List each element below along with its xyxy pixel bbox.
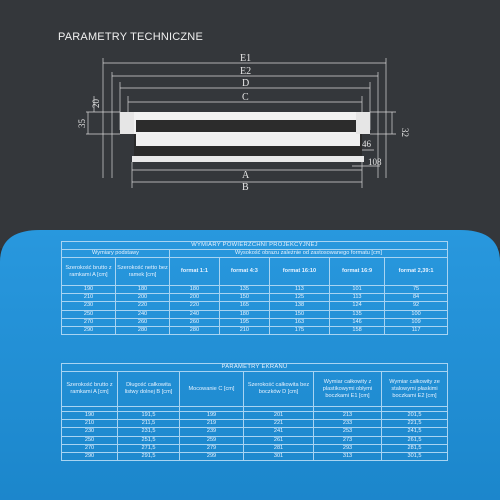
table-cell: 239 — [180, 428, 244, 436]
screen-parameters-table — [61, 363, 448, 461]
table-cell: 231,5 — [118, 428, 180, 436]
table-cell: 158 — [330, 326, 385, 334]
table-cell: 280 — [116, 326, 170, 334]
table-cell: 210 — [219, 326, 269, 334]
table-cell: 250 — [62, 310, 116, 318]
table-cell: 299 — [180, 452, 244, 460]
table1-header-netto: Szerokość netto bez ramek [cm] — [116, 258, 170, 286]
table-cell: 163 — [269, 318, 329, 326]
table-cell: 210 — [62, 420, 118, 428]
table-cell: 281,5 — [382, 444, 448, 452]
table-cell: 270 — [62, 318, 116, 326]
table-cell: 281 — [244, 444, 314, 452]
table-cell: 221 — [244, 420, 314, 428]
table1-header-format: format 1:1 — [170, 258, 220, 286]
label-20: 20 — [91, 99, 101, 108]
label-e2: E2 — [240, 66, 252, 77]
table-row — [62, 318, 448, 326]
table-row — [62, 428, 448, 436]
table2-header: Długość całkowita listwy dolnej B [cm] — [118, 372, 180, 407]
table-cell: 135 — [330, 310, 385, 318]
table-cell: 125 — [269, 294, 329, 302]
table-cell: 241,5 — [382, 428, 448, 436]
table-cell: 100 — [385, 310, 448, 318]
table-cell: 180 — [116, 286, 170, 294]
table1-title: WYMIARY POWIERZCHNI PROJEKCYJNEJ — [62, 242, 448, 250]
label-35: 35 — [77, 119, 87, 128]
table-cell: 200 — [170, 294, 220, 302]
table-cell: 190 — [62, 286, 116, 294]
table-cell: 261 — [244, 436, 314, 444]
table-cell: 240 — [116, 310, 170, 318]
table-row — [62, 444, 448, 452]
table-cell: 84 — [385, 294, 448, 302]
table-cell: 233 — [314, 420, 382, 428]
table-row — [62, 412, 448, 420]
table-cell: 117 — [385, 326, 448, 334]
table1-header-format: format 4:3 — [219, 258, 269, 286]
table-cell: 124 — [330, 302, 385, 310]
table1-group-left: Wymiary podstawy — [62, 250, 170, 258]
table-cell: 259 — [180, 436, 244, 444]
table2-header: Szerokość brutto z ramkami A [cm] — [62, 372, 118, 407]
table-cell: 92 — [385, 302, 448, 310]
table-cell: 200 — [116, 294, 170, 302]
table-cell: 240 — [170, 310, 220, 318]
table-cell: 261,5 — [382, 436, 448, 444]
table-row — [62, 326, 448, 334]
table-row — [62, 302, 448, 310]
table-row — [62, 286, 448, 294]
table-cell: 138 — [269, 302, 329, 310]
table-cell: 279 — [180, 444, 244, 452]
label-108: 108 — [368, 157, 382, 167]
table-cell: 271,5 — [118, 444, 180, 452]
table-cell: 150 — [269, 310, 329, 318]
table-cell: 199 — [180, 412, 244, 420]
table-cell: 230 — [62, 302, 116, 310]
table-cell: 211,5 — [118, 420, 180, 428]
table-cell: 201,5 — [382, 412, 448, 420]
table-cell: 270 — [62, 444, 118, 452]
table-cell: 260 — [116, 318, 170, 326]
table-cell: 273 — [314, 436, 382, 444]
table2-title: PARAMETRY EKRANU — [62, 364, 448, 372]
table2-header: Wymiar całkowity z plastikowymi obłymi boczkami E1 [cm] — [314, 372, 382, 407]
table-cell: 150 — [219, 294, 269, 302]
table-cell: 109 — [385, 318, 448, 326]
table2-header: Szerokość całkowita bez boczków D [cm] — [244, 372, 314, 407]
label-d: D — [242, 78, 250, 89]
label-e1: E1 — [240, 53, 252, 64]
table-cell: 165 — [219, 302, 269, 310]
table-cell: 213 — [314, 412, 382, 420]
table-cell: 135 — [219, 286, 269, 294]
table-cell: 221,5 — [382, 420, 448, 428]
table-cell: 260 — [170, 318, 220, 326]
table-cell: 75 — [385, 286, 448, 294]
table-cell: 201 — [244, 412, 314, 420]
table-cell: 280 — [170, 326, 220, 334]
table-cell: 293 — [314, 444, 382, 452]
dimension-diagram — [0, 0, 500, 248]
table-cell: 146 — [330, 318, 385, 326]
projection-surface-table — [61, 241, 448, 335]
page-title: PARAMETRY TECHNICZNE — [58, 31, 203, 43]
table-cell: 301 — [244, 452, 314, 460]
table-cell: 180 — [170, 286, 220, 294]
label-46: 46 — [362, 139, 371, 149]
table-row — [62, 310, 448, 318]
table-row — [62, 452, 448, 460]
table-cell: 191,5 — [118, 412, 180, 420]
table-cell: 210 — [62, 294, 116, 302]
table-cell: 180 — [219, 310, 269, 318]
table1-header-brutto: Szerokość brutto z ramkami A [cm] — [62, 258, 116, 286]
table-cell: 219 — [180, 420, 244, 428]
table-cell: 101 — [330, 286, 385, 294]
table-cell: 290 — [62, 326, 116, 334]
table2-header: Mocowanie C [cm] — [180, 372, 244, 407]
table-row — [62, 436, 448, 444]
table1-header-format: format 16:10 — [269, 258, 329, 286]
label-32: 32 — [400, 128, 410, 137]
table-cell: 301,5 — [382, 452, 448, 460]
table-cell: 230 — [62, 428, 118, 436]
table-cell: 251,5 — [118, 436, 180, 444]
table-cell: 195 — [219, 318, 269, 326]
label-c: C — [242, 92, 249, 103]
table-cell: 175 — [269, 326, 329, 334]
table-cell: 113 — [269, 286, 329, 294]
table-cell: 290 — [62, 452, 118, 460]
table-cell: 253 — [314, 428, 382, 436]
table-cell: 190 — [62, 412, 118, 420]
table2-header: Wymiar całkowity ze stalowymi płaskimi boczkami E2 [cm] — [382, 372, 448, 407]
table-cell: 220 — [170, 302, 220, 310]
table1-header-format: format 2,39:1 — [385, 258, 448, 286]
table-row — [62, 420, 448, 428]
table-cell: 241 — [244, 428, 314, 436]
table-cell: 113 — [330, 294, 385, 302]
table1-header-format: format 16:9 — [330, 258, 385, 286]
table-cell: 291,5 — [118, 452, 180, 460]
table-cell: 250 — [62, 436, 118, 444]
label-b: B — [242, 182, 249, 193]
table-row — [62, 294, 448, 302]
label-a: A — [242, 170, 250, 181]
table1-group-right: Wysokość obrazu zależnie od zastosowanego formatu [cm] — [170, 250, 448, 258]
table-cell: 220 — [116, 302, 170, 310]
table-cell: 313 — [314, 452, 382, 460]
